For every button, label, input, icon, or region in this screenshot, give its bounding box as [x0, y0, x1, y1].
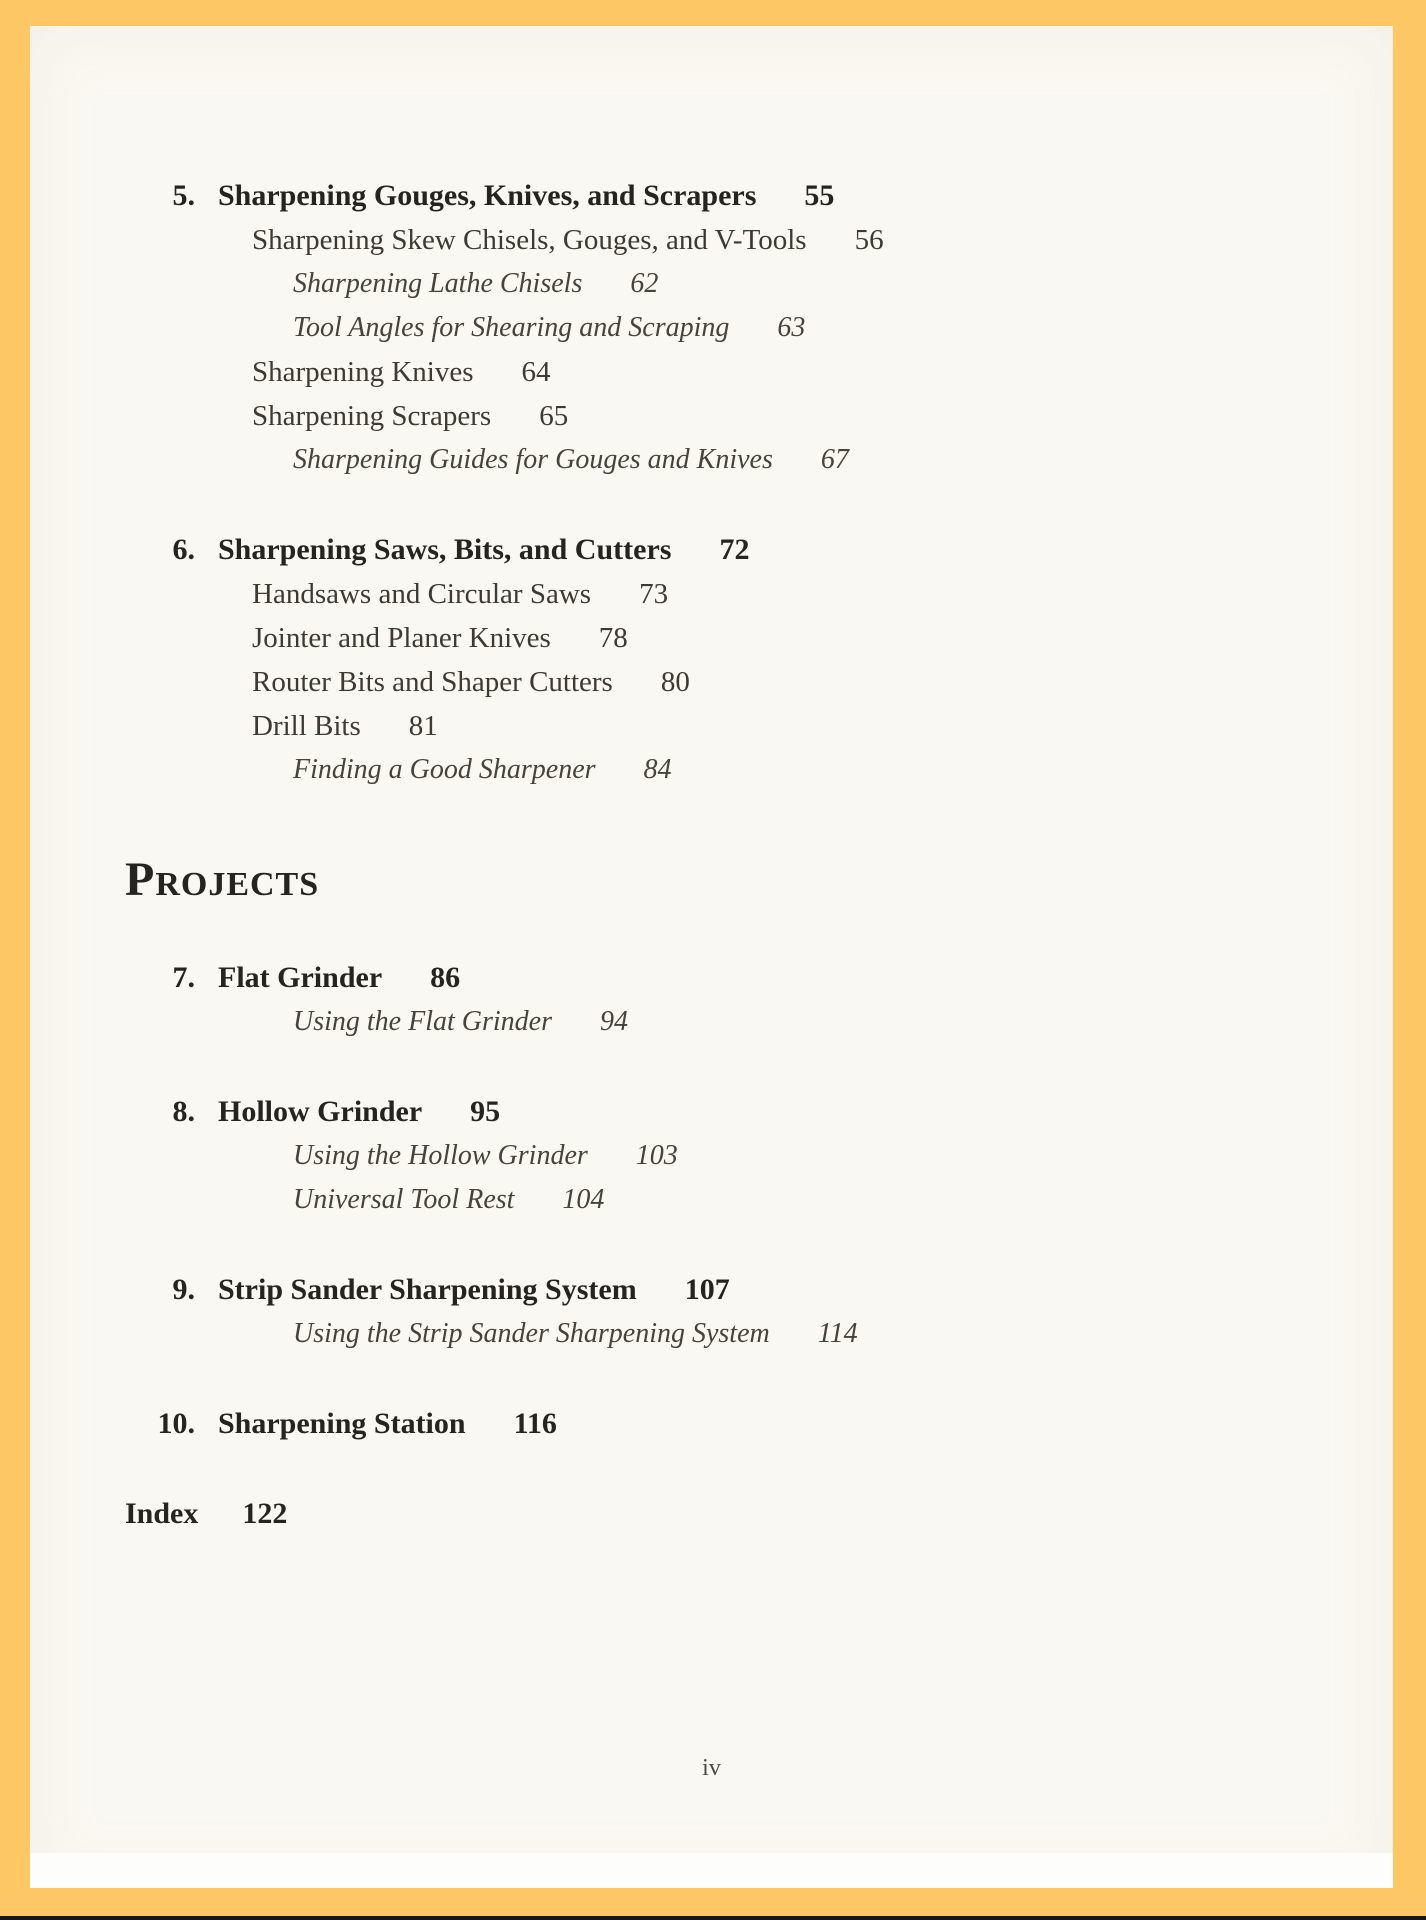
chapter-page-number: 116	[513, 1407, 557, 1440]
entry-title: Finding a Good Sharpener	[293, 754, 596, 785]
toc-entry-row	[30, 616, 1393, 660]
toc-entry-row	[30, 1134, 1393, 1178]
toc-chapter-row	[30, 174, 1393, 218]
chapter-page-number: 107	[684, 1273, 730, 1306]
entry-title: Sharpening Scrapers	[252, 400, 492, 432]
entry-page-number: 114	[817, 1318, 858, 1349]
toc-entry-row	[30, 438, 1393, 482]
toc-chapter-row	[30, 1402, 1393, 1446]
entry-page-number: 67	[820, 444, 849, 475]
chapter-number: 10.	[157, 1407, 195, 1440]
entry-title: Jointer and Planer Knives	[252, 622, 551, 654]
book-page	[30, 26, 1393, 1888]
toc-entry-row	[30, 1312, 1393, 1356]
entry-page-number: 65	[539, 400, 569, 432]
entry-title: Sharpening Guides for Gouges and Knives	[293, 444, 773, 475]
chapter-number: 8.	[172, 1095, 195, 1128]
chapter-page-number: 55	[804, 179, 835, 212]
entry-title: Drill Bits	[252, 710, 361, 742]
entry-title: Router Bits and Shaper Cutters	[252, 666, 613, 698]
entry-title: Tool Angles for Shearing and Scraping	[293, 312, 730, 343]
chapter-page-number: 95	[470, 1095, 501, 1128]
entry-title: Sharpening Skew Chisels, Gouges, and V-Tools	[252, 224, 807, 256]
chapter-number: 7.	[172, 961, 195, 994]
entry-page-number: 64	[521, 356, 551, 388]
chapter-number: 6.	[172, 533, 195, 566]
toc-chapter-row	[30, 1090, 1393, 1134]
chapter-number: 5.	[172, 179, 195, 212]
toc-entry-row	[30, 1000, 1393, 1044]
entry-title: Universal Tool Rest	[293, 1184, 515, 1215]
entry-page-number: 103	[635, 1140, 678, 1171]
scan-light-band	[30, 1853, 1393, 1888]
chapter-title: Strip Sander Sharpening System	[218, 1273, 637, 1306]
toc-entry-row	[30, 350, 1393, 394]
chapter-title: Hollow Grinder	[218, 1095, 423, 1128]
toc-chapter-group	[30, 956, 1393, 1044]
toc-chapter-group	[30, 528, 1393, 792]
entry-title: Using the Hollow Grinder	[293, 1140, 588, 1171]
entry-title: Using the Flat Grinder	[293, 1006, 552, 1037]
table-of-contents	[30, 26, 1393, 1536]
entry-title: Sharpening Lathe Chisels	[293, 268, 583, 299]
part-heading: Projects	[125, 853, 320, 906]
entry-page-number: 104	[562, 1184, 605, 1215]
entry-page-number: 63	[777, 312, 806, 343]
toc-entry-row	[30, 660, 1393, 704]
toc-chapter-row	[30, 528, 1393, 572]
entry-page-number: 78	[598, 622, 628, 654]
toc-entry-row	[30, 704, 1393, 748]
chapter-title: Sharpening Gouges, Knives, and Scrapers	[218, 179, 757, 212]
entry-title: Handsaws and Circular Saws	[252, 578, 592, 610]
index-entry-row	[30, 1492, 1393, 1536]
entry-page-number: 62	[630, 268, 659, 299]
toc-entry-row	[30, 394, 1393, 438]
entry-title: Using the Strip Sander Sharpening System	[293, 1318, 770, 1349]
index-title: Index	[125, 1497, 199, 1530]
folio-page-number: iv	[702, 1755, 721, 1781]
toc-entry-row	[30, 1178, 1393, 1222]
entry-page-number: 94	[600, 1006, 628, 1037]
toc-chapter-row	[30, 1268, 1393, 1312]
entry-page-number: 81	[408, 710, 438, 742]
toc-entry-row	[30, 748, 1393, 792]
toc-entry-row	[30, 572, 1393, 616]
toc-chapter-group	[30, 1090, 1393, 1222]
toc-entry-row	[30, 306, 1393, 350]
toc-chapter-group	[30, 1268, 1393, 1356]
entry-page-number: 80	[660, 666, 690, 698]
entry-page-number: 73	[639, 578, 669, 610]
chapter-page-number: 86	[430, 961, 461, 994]
toc-chapter-group	[30, 1402, 1393, 1446]
toc-entry-row	[30, 262, 1393, 306]
entry-page-number: 84	[643, 754, 672, 785]
chapter-page-number: 72	[719, 533, 750, 566]
toc-entry-row	[30, 218, 1393, 262]
entry-title: Sharpening Knives	[252, 356, 474, 388]
chapter-title: Sharpening Saws, Bits, and Cutters	[218, 533, 672, 566]
chapter-title: Flat Grinder	[218, 961, 383, 994]
toc-chapter-row	[30, 956, 1393, 1000]
index-page-number: 122	[242, 1497, 288, 1530]
chapter-number: 9.	[172, 1273, 195, 1306]
entry-page-number: 56	[854, 224, 884, 256]
toc-chapter-group	[30, 174, 1393, 482]
chapter-title: Sharpening Station	[218, 1407, 466, 1440]
